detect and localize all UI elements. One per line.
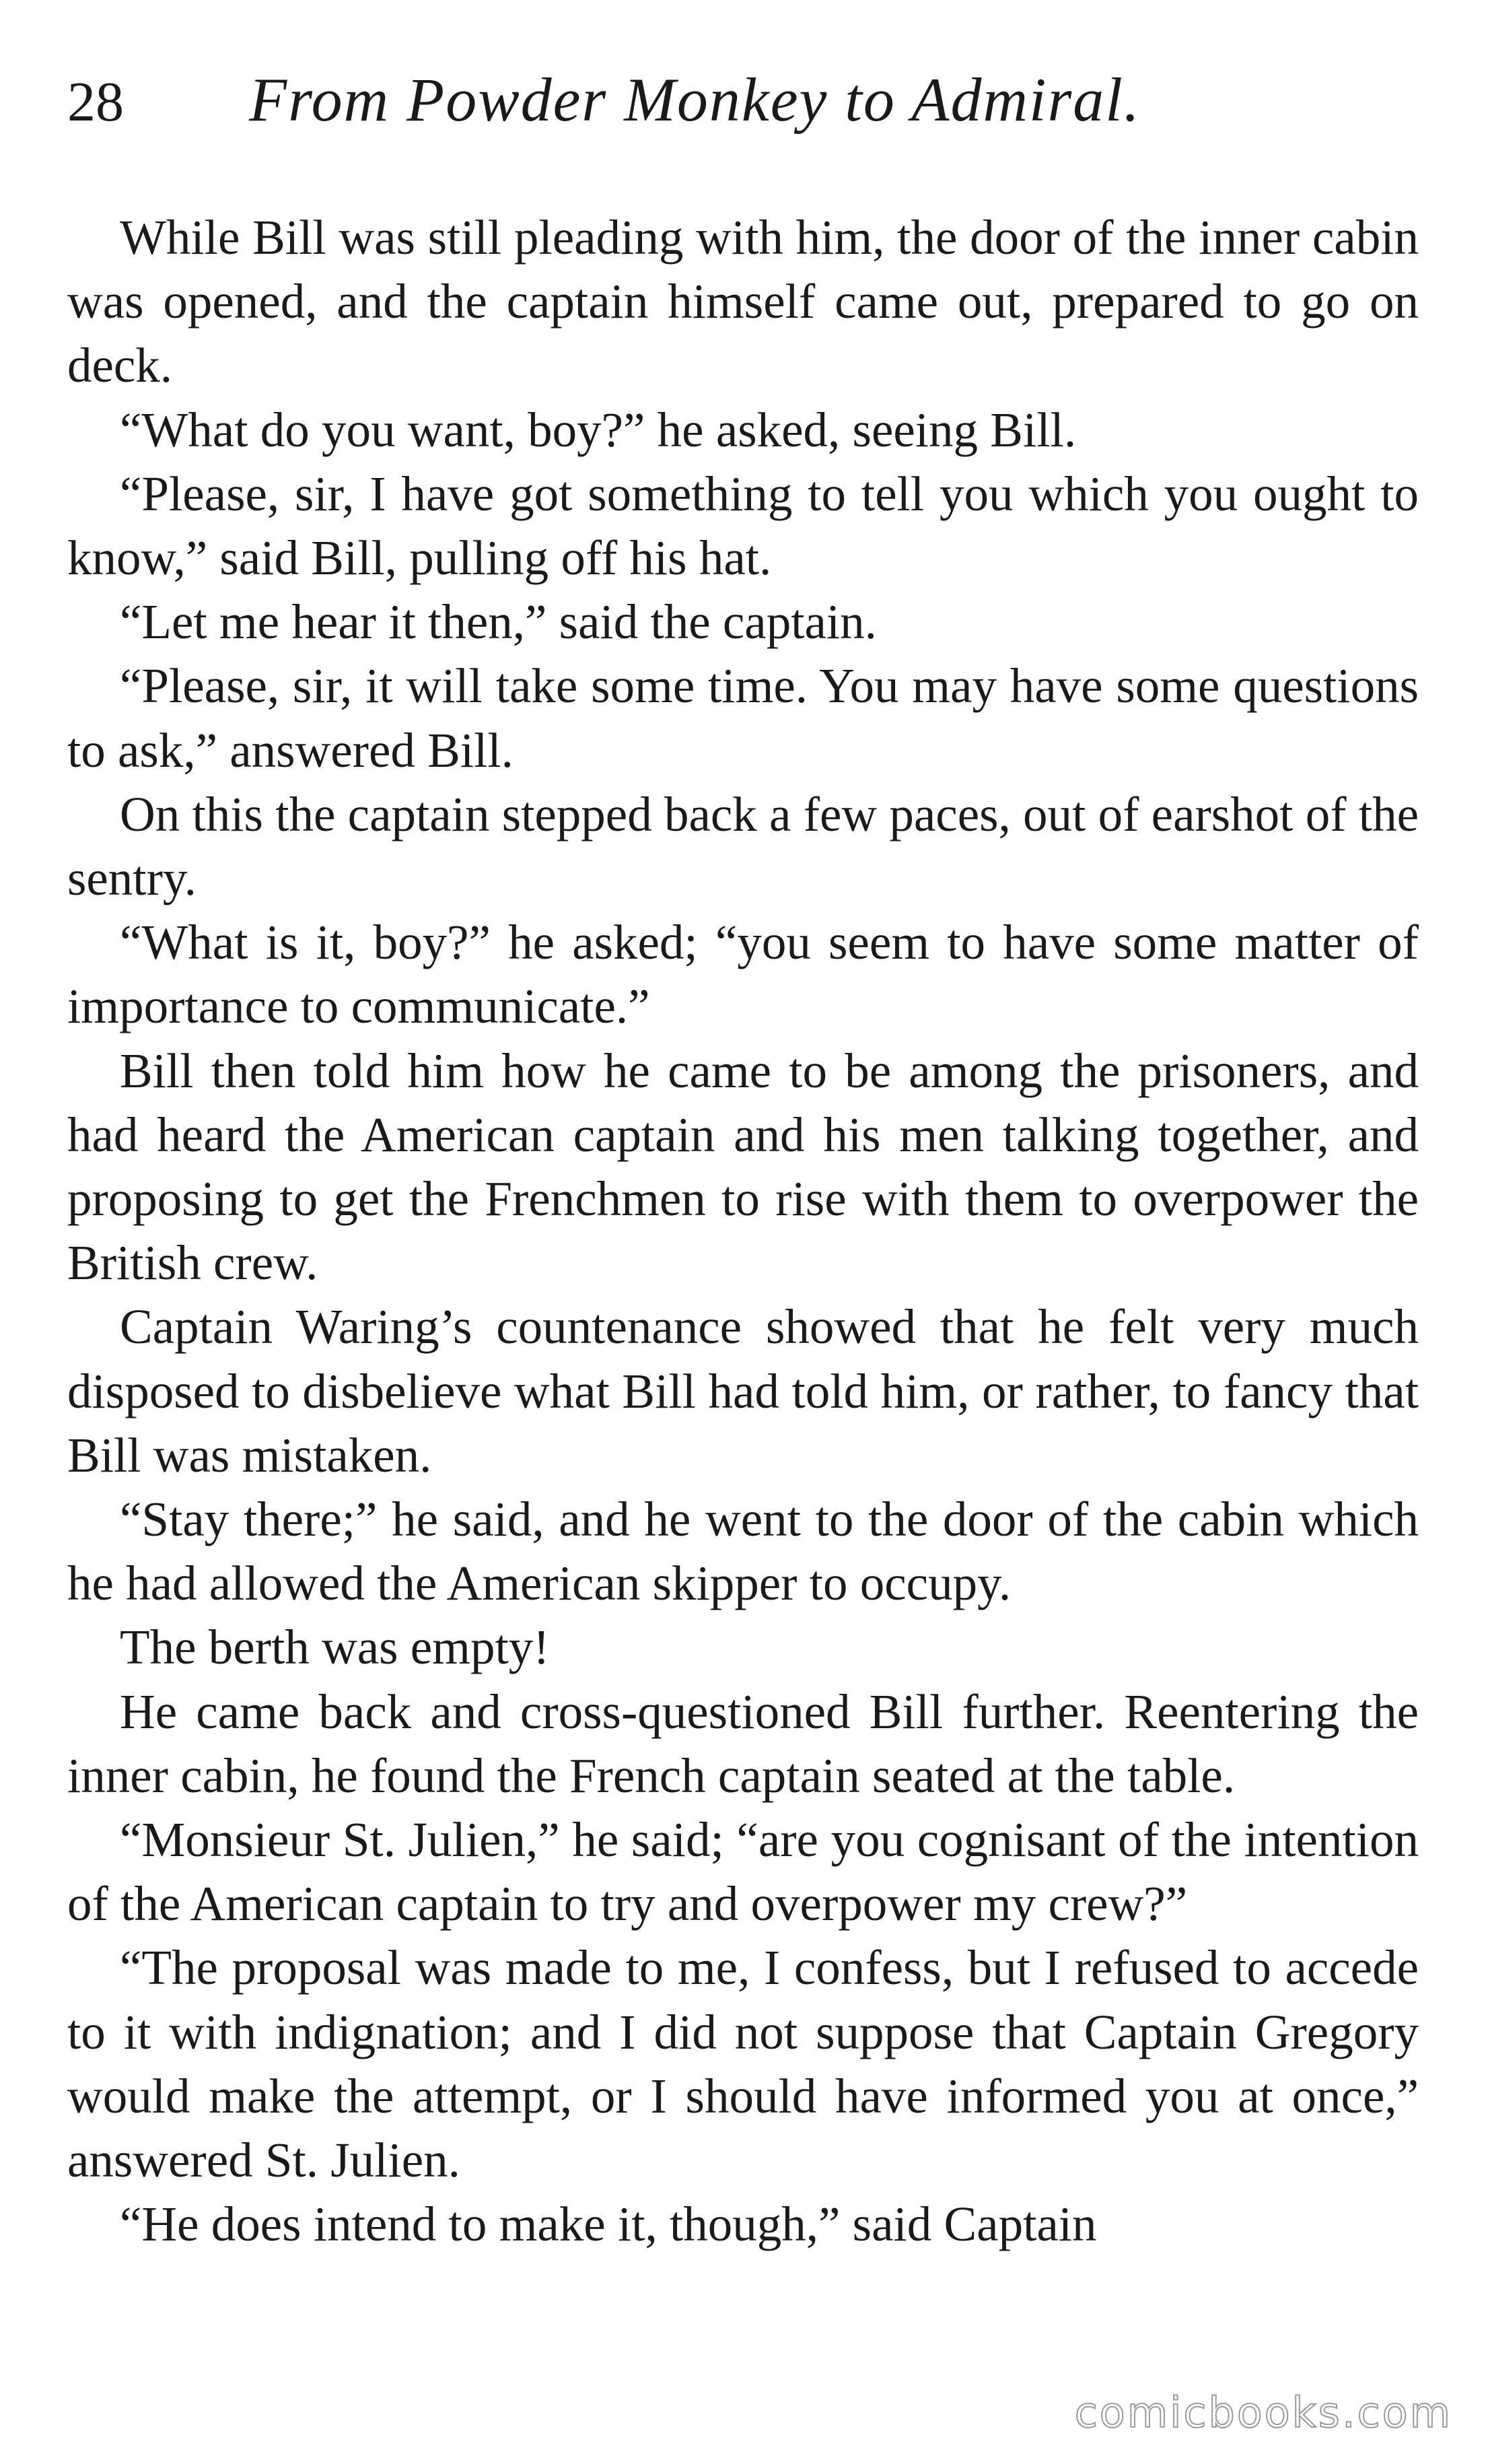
paragraph: “The proposal was made to me, I confess, but I refused to accede to it with indignation; and I did not suppose that Captain Gregory would make the attempt, or I should have informed you at once,” answered St. Julien. xyxy=(67,1940,1419,2188)
body-text xyxy=(67,205,1419,2257)
paragraph: “Let me hear it then,” said the captain. xyxy=(120,594,877,650)
paragraph: On this the captain stepped back a few paces, out of earshot of the sentry. xyxy=(67,786,1419,906)
book-page xyxy=(67,64,1419,2257)
paragraph: “What is it, boy?” he asked; “you seem to have some matter of importance to communicate.” xyxy=(67,915,1419,1034)
paragraph: “He does intend to make it, though,” said Captain xyxy=(120,2197,1097,2252)
paragraph: “Please, sir, it will take some time. You may have some questions to ask,” answered Bill. xyxy=(67,658,1419,778)
paragraph: “What do you want, boy?” he asked, seeing Bill. xyxy=(120,402,1077,457)
paragraph: Captain Waring’s countenance showed that he felt very much disposed to disbelieve what Bill had told him, or rather, to fancy that Bill was mistaken. xyxy=(67,1299,1419,1482)
paragraph: The berth was empty! xyxy=(120,1620,550,1675)
paragraph: “Please, sir, I have got something to tell you which you ought to know,” said Bill, pulling off his hat. xyxy=(67,466,1419,586)
paragraph: While Bill was still pleading with him, the door of the inner cabin was opened, and the captain himself came out, prepared to go on deck. xyxy=(67,210,1419,393)
running-head xyxy=(67,64,1419,145)
paragraph: “Stay there;” he said, and he went to the door of the cabin which he had allowed the American skipper to occupy. xyxy=(67,1492,1419,1611)
paragraph: “Monsieur St. Julien,” he said; “are you cognisant of the intention of the American captain to try and overpower my crew?” xyxy=(67,1812,1419,1931)
book-title: From Powder Monkey to Admiral. xyxy=(249,65,1141,134)
paragraph: He came back and cross-questioned Bill further. Reentering the inner cabin, he found the French captain seated at the table. xyxy=(67,1684,1419,1803)
paragraph: Bill then told him how he came to be among the prisoners, and had heard the American captain and his men talking together, and proposing to get the Frenchmen to rise with them to overpower the British crew. xyxy=(67,1043,1419,1291)
watermark: comicbooks.com xyxy=(1074,2388,1452,2437)
page-number: 28 xyxy=(67,71,124,133)
